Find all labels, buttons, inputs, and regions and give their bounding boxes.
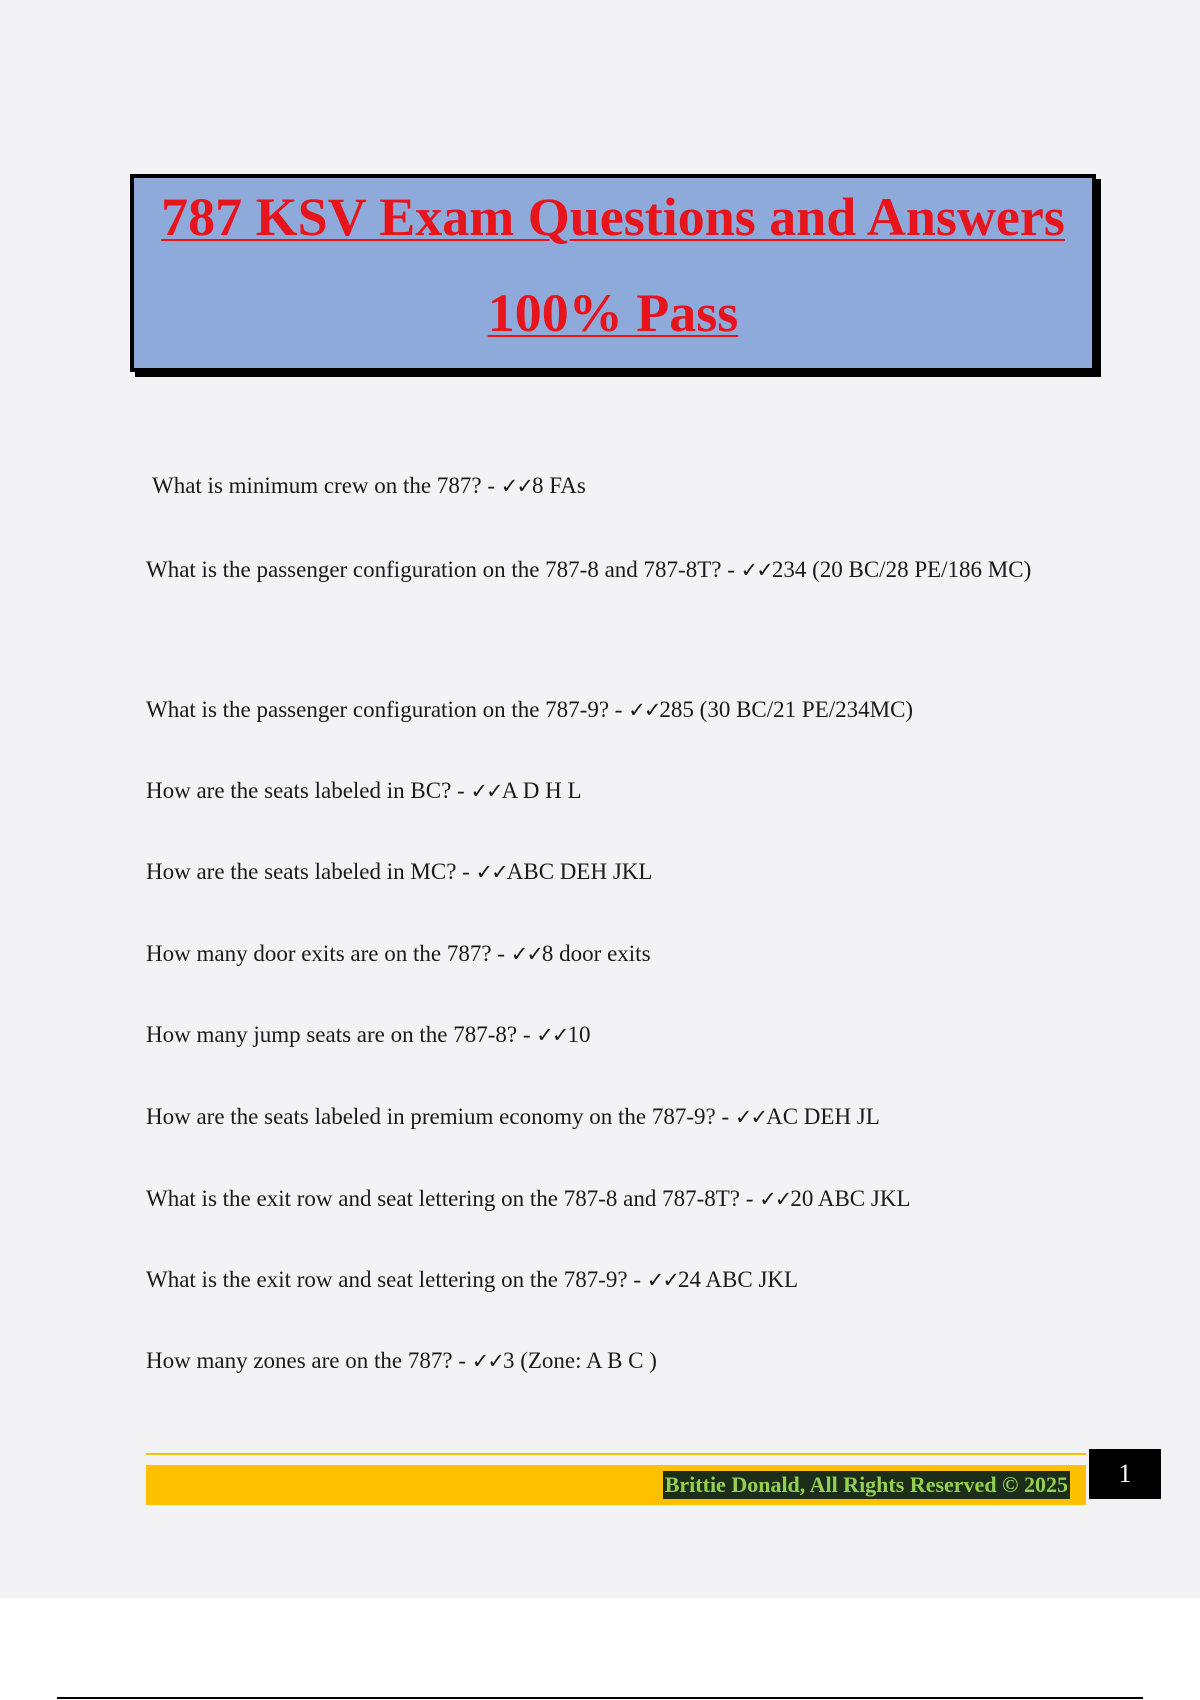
qa-item <box>146 1087 1056 1147</box>
qa-item <box>146 924 1056 984</box>
qa-question: What is the passenger configuration on the 787-9? - <box>146 697 629 722</box>
qa-question: How many zones are on the 787? - <box>146 1348 472 1373</box>
footer-bar <box>146 1465 1086 1505</box>
qa-item <box>146 540 1056 600</box>
checkmark-icon: ✓✓ <box>734 1105 767 1129</box>
qa-answer: 3 (Zone: A B C ) <box>502 1348 657 1373</box>
title-box <box>130 174 1096 372</box>
qa-answer: 24 ABC JKL <box>677 1267 799 1292</box>
checkmark-icon: ✓✓ <box>740 558 772 582</box>
document-title: 787 KSV Exam Questions and Answers <box>161 187 1065 247</box>
document-subtitle: 100% Pass <box>487 283 739 343</box>
qa-answer: ABC DEH JKL <box>506 859 653 884</box>
page-number: 1 <box>1089 1449 1161 1499</box>
qa-question: How many door exits are on the 787? - <box>146 941 511 966</box>
checkmark-icon: ✓✓ <box>759 1187 791 1211</box>
qa-item <box>152 456 1062 516</box>
qa-item <box>146 680 1056 740</box>
footer-divider <box>146 1453 1086 1455</box>
checkmark-icon: ✓✓ <box>500 474 532 498</box>
qa-answer: 8 FAs <box>531 473 586 498</box>
qa-item <box>146 761 1056 821</box>
qa-item <box>146 1250 1056 1310</box>
qa-question: How many jump seats are on the 787-8? - <box>146 1022 537 1047</box>
checkmark-icon: ✓✓ <box>510 942 542 966</box>
checkmark-icon: ✓✓ <box>646 1268 678 1292</box>
qa-answer: 234 (20 BC/28 PE/186 MC) <box>771 557 1032 582</box>
qa-answer: 8 door exits <box>541 941 651 966</box>
qa-answer: AC DEH JL <box>766 1104 880 1129</box>
qa-item <box>146 1005 1056 1065</box>
checkmark-icon: ✓✓ <box>475 860 507 884</box>
qa-item <box>146 842 1056 902</box>
checkmark-icon: ✓✓ <box>470 779 502 803</box>
qa-question: How are the seats labeled in BC? - <box>146 778 471 803</box>
checkmark-icon: ✓✓ <box>536 1023 568 1047</box>
qa-item <box>146 1169 1056 1229</box>
qa-answer: A D H L <box>501 778 582 803</box>
qa-answer: 20 ABC JKL <box>790 1186 911 1211</box>
qa-question: What is the exit row and seat lettering on the 787-9? - <box>146 1267 647 1292</box>
qa-question: What is the exit row and seat lettering on the 787-8 and 787-8T? - <box>146 1186 760 1211</box>
checkmark-icon: ✓✓ <box>628 698 660 722</box>
footer-copyright: Brittie Donald, All Rights Reserved © 2025 <box>664 1472 1068 1497</box>
bottom-divider <box>57 1697 1143 1699</box>
qa-question: How are the seats labeled in MC? - <box>146 859 476 884</box>
checkmark-icon: ✓✓ <box>471 1349 503 1373</box>
qa-question: How are the seats labeled in premium economy on the 787-9? - <box>146 1104 735 1129</box>
qa-question: What is the passenger configuration on the 787-8 and 787-8T? - <box>146 557 741 582</box>
qa-answer: 10 <box>567 1022 591 1047</box>
qa-item <box>146 1331 1056 1391</box>
qa-answer: 285 (30 BC/21 PE/234MC) <box>659 697 914 722</box>
qa-question: What is minimum crew on the 787? - <box>152 473 501 498</box>
